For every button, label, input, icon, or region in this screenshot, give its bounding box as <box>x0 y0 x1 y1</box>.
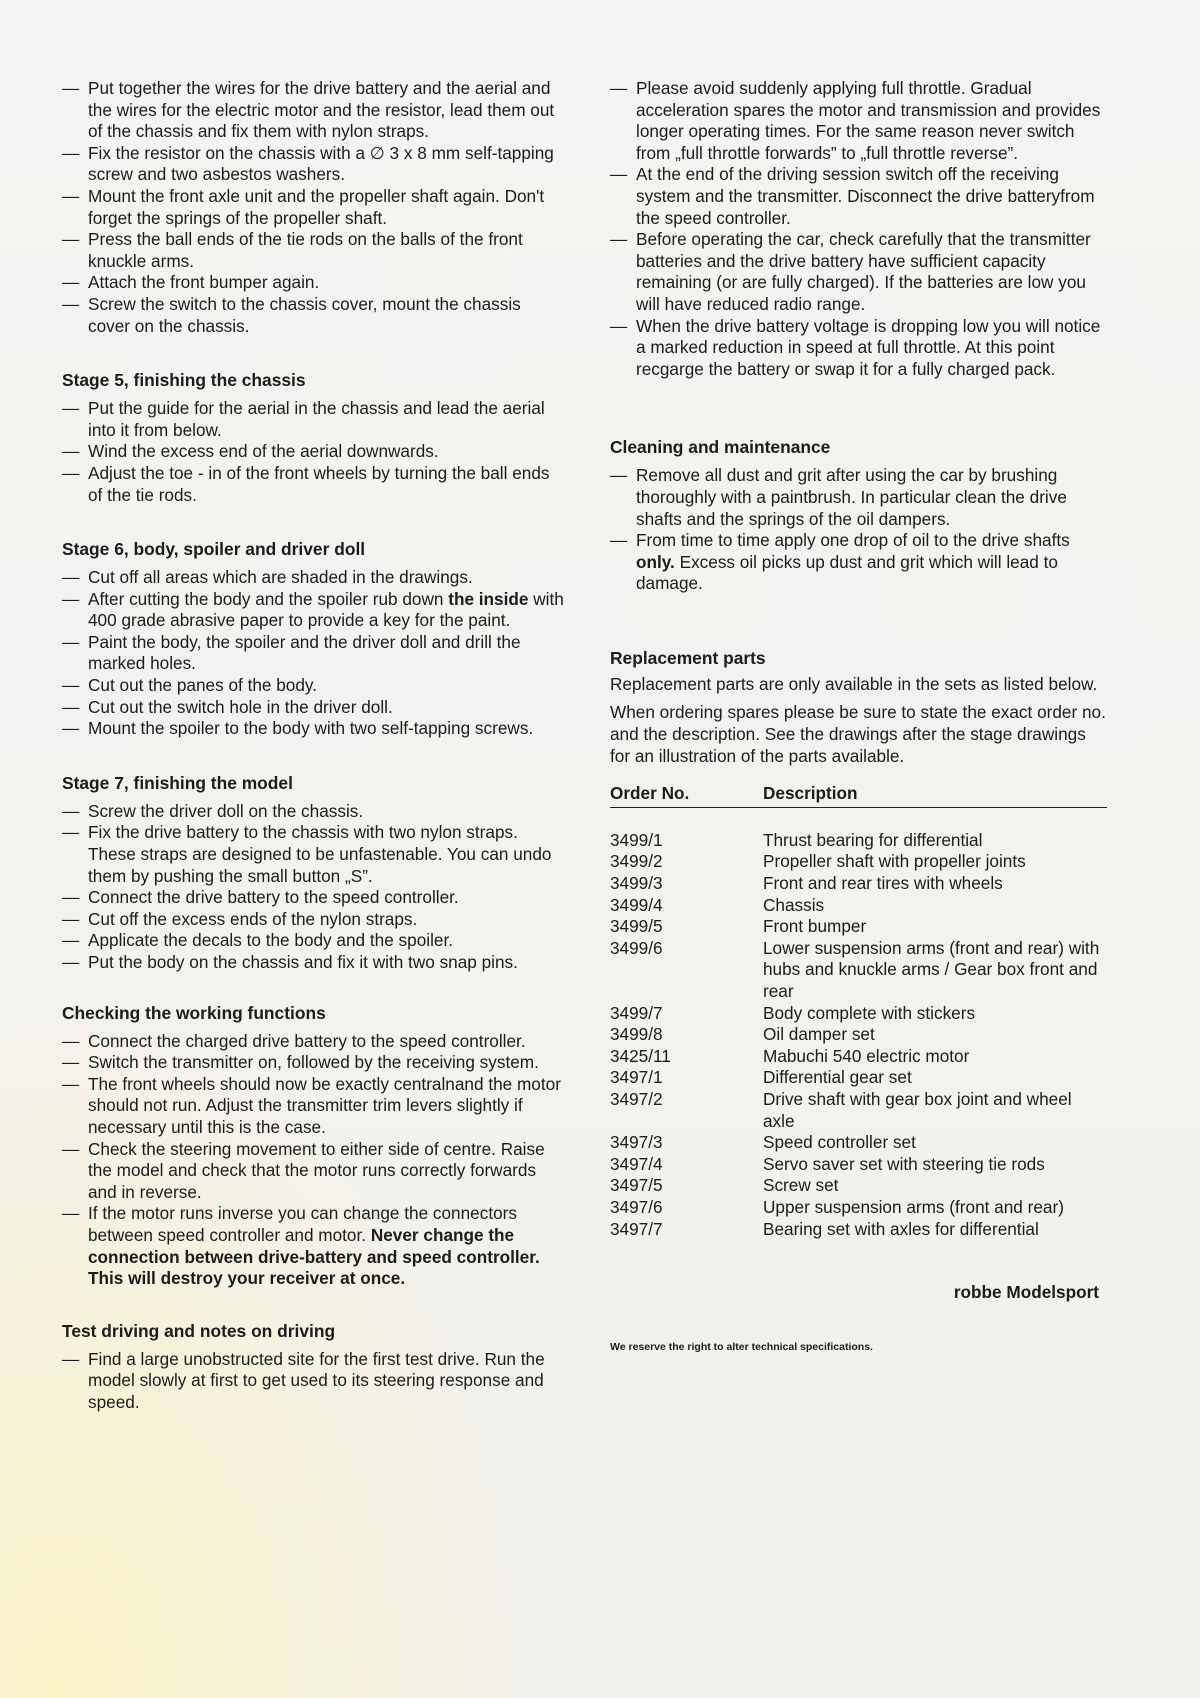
footnote: We reserve the right to alter technical specifications. <box>610 1340 873 1353</box>
table-row <box>610 830 1107 852</box>
order-number: 3497/3 <box>610 1132 663 1153</box>
list-item <box>610 530 1107 595</box>
driving-notes-list <box>610 78 1107 380</box>
order-number: 3497/2 <box>610 1088 663 1109</box>
part-description: Lower suspension arms (front and rear) with hubs and knuckle arms / Gear box front and rear <box>763 937 1100 1001</box>
table-row <box>610 1132 1107 1154</box>
order-number: 3499/3 <box>610 873 663 894</box>
order-number: 3497/1 <box>610 1067 663 1088</box>
part-description: Front bumper <box>763 916 867 937</box>
part-description: Upper suspension arms (front and rear) <box>763 1196 1064 1217</box>
stage7-heading: Stage 7, finishing the model <box>62 772 293 793</box>
table-row <box>610 1089 1107 1132</box>
order-number: 3497/4 <box>610 1153 663 1174</box>
warning-text: Never change the connection between drive-battery and speed controller. This will destroy your receiver at once. <box>88 1224 540 1289</box>
table-row <box>610 873 1107 895</box>
cleaning-steps-list <box>610 465 1107 595</box>
order-no-header: Order No. <box>610 783 690 804</box>
checking-steps-list <box>62 1031 567 1290</box>
part-description: Mabuchi 540 electric motor <box>763 1045 970 1066</box>
list-item: — Put the body on the chassis and fix it with two snap pins. <box>62 952 567 974</box>
table-row <box>610 1175 1107 1197</box>
stage5-heading: Stage 5, finishing the chassis <box>62 370 306 391</box>
order-number: 3499/2 <box>610 851 663 872</box>
table-row <box>610 895 1107 917</box>
list-item: — Cut out the panes of the body. <box>62 675 567 697</box>
parts-table-header <box>610 783 1107 808</box>
list-item: — Screw the driver doll on the chassis. <box>62 801 567 823</box>
list-item: — Attach the front bumper again. <box>62 272 567 294</box>
company-signature: robbe Modelsport <box>953 1282 1099 1303</box>
order-number: 3499/5 <box>610 916 663 937</box>
parts-table-body <box>610 830 1107 1240</box>
order-number: 3499/4 <box>610 894 663 915</box>
table-row <box>610 1067 1107 1089</box>
parts-table <box>610 783 1107 1240</box>
part-description: Speed controller set <box>763 1132 916 1153</box>
part-description: Oil damper set <box>763 1024 875 1045</box>
item-text: From time to time apply one drop of oil to the drive shafts <box>636 530 1070 551</box>
list-item: — Applicate the decals to the body and the spoiler. <box>62 930 567 952</box>
table-row <box>610 1003 1107 1025</box>
order-number: 3499/7 <box>610 1002 663 1023</box>
part-description: Propeller shaft with propeller joints <box>763 851 1026 872</box>
list-item: — Connect the drive battery to the speed controller. <box>62 887 567 909</box>
list-item: — Connect the charged drive battery to the speed controller. <box>62 1031 567 1053</box>
stage7-steps-list <box>62 801 567 974</box>
list-item: — At the end of the driving session switch off the receiving system and the transmitter. Disconnect the drive batteryfrom the speed controller. <box>610 164 1107 229</box>
item-text: Excess oil picks up dust and grit which will lead to damage. <box>636 551 1058 594</box>
order-number: 3497/6 <box>610 1196 663 1217</box>
list-item: — Screw the switch to the chassis cover, mount the chassis cover on the chassis. <box>62 294 567 337</box>
list-item: — Check the steering movement to either side of centre. Raise the model and check that the motor runs correctly forwards and in reverse. <box>62 1139 567 1204</box>
replacement-heading: Replacement parts <box>610 647 766 668</box>
list-item: — Cut off the excess ends of the nylon straps. <box>62 909 567 931</box>
table-row <box>610 916 1107 938</box>
list-item: — The front wheels should now be exactly centralnand the motor should not run. Adjust the transmitter trim levers slightly if necessary until this is the case. <box>62 1074 567 1139</box>
list-item: — Before operating the car, check carefully that the transmitter batteries and the drive battery have sufficient capacity remaining (or are fully charged). If the batteries are low you will have reduced radio range. <box>610 229 1107 315</box>
order-number: 3425/11 <box>610 1045 671 1066</box>
table-row <box>610 938 1107 1003</box>
list-item: — Put together the wires for the drive battery and the aerial and the wires for the electric motor and the resistor, lead them out of the chassis and fix them with nylon straps. <box>62 78 567 143</box>
replacement-intro: Replacement parts are only available in the sets as listed below. <box>610 673 1098 694</box>
part-description: Thrust bearing for differential <box>763 829 983 850</box>
item-text: If the motor runs inverse you can change the connectors between speed controller and motor. <box>88 1203 517 1245</box>
emphasis-text: only. <box>636 551 675 572</box>
emphasis-text: the inside <box>448 588 529 609</box>
checking-heading: Checking the working functions <box>62 1002 326 1023</box>
order-number: 3499/6 <box>610 937 663 958</box>
order-number: 3497/5 <box>610 1175 663 1196</box>
order-number: 3499/1 <box>610 829 663 850</box>
stage6-heading: Stage 6, body, spoiler and driver doll <box>62 539 366 560</box>
part-description: Screw set <box>763 1175 839 1196</box>
test-driving-heading: Test driving and notes on driving <box>62 1320 336 1341</box>
part-description: Bearing set with axles for differential <box>763 1218 1039 1239</box>
list-item: — Remove all dust and grit after using the car by brushing thoroughly with a paintbrush. In particular clean the drive shafts and the springs of the oil dampers. <box>610 465 1107 530</box>
list-item: — Fix the resistor on the chassis with a ∅ 3 x 8 mm self-tapping screw and two asbestos washers. <box>62 143 567 186</box>
list-item: — Find a large unobstructed site for the first test drive. Run the model slowly at first to get used to its steering response and speed. <box>62 1349 567 1414</box>
order-number: 3499/8 <box>610 1024 663 1045</box>
list-item: — Fix the drive battery to the chassis with two nylon straps. These straps are designed to be unfastenable. You can undo them by pushing the small button „S”. <box>62 822 567 887</box>
table-row <box>610 1024 1107 1046</box>
list-item: — Please avoid suddenly applying full throttle. Gradual acceleration spares the motor and transmission and provides longer operating times. For the same reason never switch from „full throttle forwards” to „full throttle reverse”. <box>610 78 1107 164</box>
list-item: — Cut out the switch hole in the driver doll. <box>62 697 567 719</box>
right-column <box>610 78 1107 1354</box>
left-column <box>62 78 567 1414</box>
item-text: After cutting the body and the spoiler rub down <box>88 588 449 609</box>
list-item: — Press the ball ends of the tie rods on the balls of the front knuckle arms. <box>62 229 567 272</box>
part-description: Chassis <box>763 894 825 915</box>
part-description: Body complete with stickers <box>763 1002 976 1023</box>
list-item <box>62 1203 567 1289</box>
list-item <box>62 589 567 632</box>
part-description: Servo saver set with steering tie rods <box>763 1153 1045 1174</box>
cleaning-heading: Cleaning and maintenance <box>610 437 831 458</box>
order-number: 3497/7 <box>610 1218 663 1239</box>
table-row <box>610 1219 1107 1241</box>
stage5-steps-list <box>62 398 567 506</box>
ordering-note: When ordering spares please be sure to state the exact order no. and the description. See the drawings after the stage drawings for an illustration of the parts available. <box>610 702 1106 766</box>
assembly-steps-list <box>62 78 567 337</box>
list-item: — Paint the body, the spoiler and the driver doll and drill the marked holes. <box>62 632 567 675</box>
part-description: Differential gear set <box>763 1067 912 1088</box>
part-description: Front and rear tires with wheels <box>763 873 1003 894</box>
test-driving-list <box>62 1349 567 1414</box>
table-row <box>610 1046 1107 1068</box>
table-row <box>610 851 1107 873</box>
description-header: Description <box>763 783 858 804</box>
list-item: — Put the guide for the aerial in the chassis and lead the aerial into it from below. <box>62 398 567 441</box>
stage6-steps-list <box>62 567 567 740</box>
part-description: Drive shaft with gear box joint and wheel axle <box>763 1088 1072 1131</box>
list-item: — Adjust the toe - in of the front wheels by turning the ball ends of the tie rods. <box>62 463 567 506</box>
list-item: — Switch the transmitter on, followed by the receiving system. <box>62 1052 567 1074</box>
list-item: — When the drive battery voltage is dropping low you will notice a marked reduction in speed at full throttle. At this point recgarge the battery or swap it for a fully charged pack. <box>610 316 1107 381</box>
item-text: with 400 grade abrasive paper to provide a key for the paint. <box>88 588 564 631</box>
list-item: — Wind the excess end of the aerial downwards. <box>62 441 567 463</box>
list-item: — Mount the spoiler to the body with two self-tapping screws. <box>62 718 567 740</box>
list-item: — Mount the front axle unit and the propeller shaft again. Don't forget the springs of the propeller shaft. <box>62 186 567 229</box>
list-item: — Cut off all areas which are shaded in the drawings. <box>62 567 567 589</box>
table-row <box>610 1154 1107 1176</box>
table-row <box>610 1197 1107 1219</box>
